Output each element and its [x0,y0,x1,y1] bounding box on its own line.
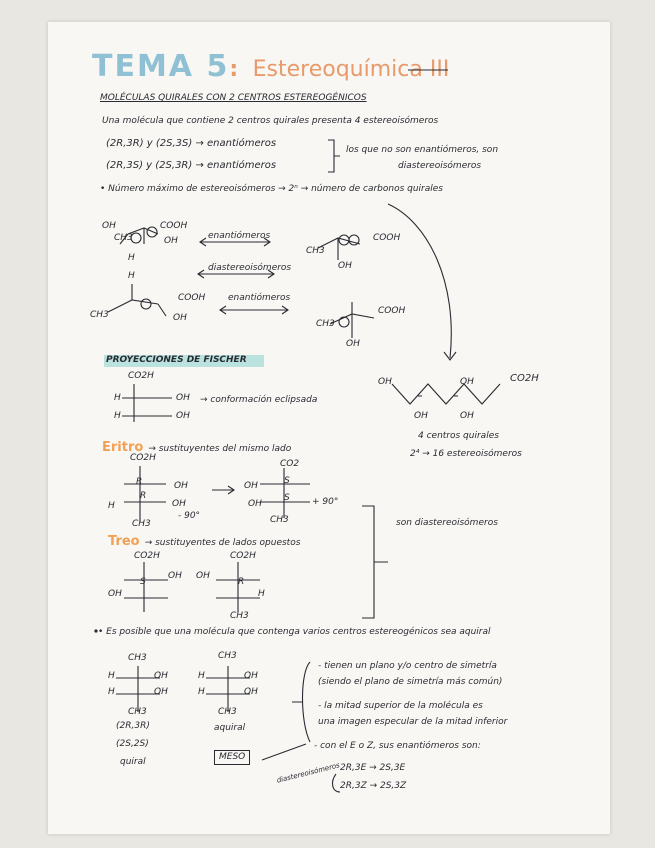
mol4-oh: OH [346,339,360,349]
meso-oh-3: OH [244,671,258,681]
meso-point-2a: - la mitad superior de la molécula es [318,701,483,711]
eritro-label: Eritro → sustituyentes del mismo lado [102,440,292,455]
mol1-oh-2: OH [164,236,178,246]
fischer-co2h: CO2H [128,371,154,381]
meso-diast-side: diastereoisómeros [275,761,341,785]
meso-point-3: - con el E o Z, sus enantiómeros son: [314,741,481,751]
treo-ch3: CH3 [230,611,249,621]
fischer-oh-2: OH [176,411,190,421]
fischer-heading: PROYECCIONES DE FISCHER [106,355,247,365]
mol3-cooh: COOH [178,293,206,303]
mol3-h: H [128,271,135,281]
chain-oh-top: OH [378,377,392,387]
eritro-rot: + 90° [312,497,339,507]
eritro-oh-left: OH [244,481,258,491]
mol2-ch3: CH3 [306,246,325,256]
meso-ch3-3: CH3 [128,707,147,717]
label-diastereoisomers: diastereoisómeros [208,263,292,273]
eritro-rot-neg: - 90° [178,511,201,521]
pair-2: (2R,3S) y (2S,3R) → enantiómeros [106,160,277,171]
eritro-s2: S [284,493,290,503]
mol1-ch3: CH3 [114,233,133,243]
meso-config-1: (2R,3R) [116,721,150,731]
eritro-ch3-2: CH3 [270,515,289,525]
max-stereoisomers: • Número máximo de estereoisómeros → 2ⁿ → número de carbonos quirales [100,184,443,194]
label-enantiomers-1: enantiómeros [208,231,271,241]
meso-ch3-1: CH3 [128,653,147,663]
chain-oh-bottom: OH [414,411,428,421]
fischer-h-2: H [114,411,121,421]
meso-box: MESO [214,750,250,765]
treo-h: H [258,589,265,599]
meso-point-2b: una imagen especular de la mitad inferior [318,717,508,727]
eritro-co2: CO2 [280,459,300,469]
eritro-r1: R [136,477,143,487]
meso-line-b: 2R,3Z → 2S,3Z [340,781,407,791]
treo-r: R [238,577,245,587]
notebook-page [48,22,610,834]
treo-oh: OH [168,571,182,581]
treo-s: S [140,577,146,587]
bracket-label: son diastereoisómeros [396,518,498,528]
eritro-r2: R [140,491,147,501]
meso-intro: • Es posible que una molécula que contenga varios centros estereogénicos sea aquiral [98,627,491,637]
mol1-cooh: COOH [160,221,188,231]
estereoisomeros-count: 2⁴ → 16 estereoisómeros [410,449,522,459]
chemistry-sketches [48,22,610,834]
fischer-oh-1: OH [176,393,190,403]
treo-label: Treo → sustituyentes de lados opuestos [108,534,301,549]
intro-text: Una molécula que contiene 2 centros quirales presenta 4 estereoisómeros [102,116,439,126]
meso-h-1: H [108,671,115,681]
treo-oh-3: OH [196,571,210,581]
mol1-h: H [128,253,135,263]
meso-h-2: H [108,687,115,697]
mol3-oh: OH [173,313,187,323]
meso-point-1a: - tienen un plano y/o centro de simetría [318,661,497,671]
pair-1: (2R,3R) y (2S,3S) → enantiómeros [106,138,277,149]
eritro-s1: S [284,476,290,486]
chain-oh-bottom-2: OH [460,411,474,421]
eritro-oh: OH [174,481,188,491]
eritro-ch3: CH3 [132,519,151,529]
meso-quiral: quiral [120,757,146,767]
meso-ch3-4: CH3 [218,707,237,717]
treo-co2h-2: CO2H [230,551,256,561]
page-title: TEMA 5: Estereoquímica III [92,49,450,84]
meso-oh-1: OH [154,671,168,681]
meso-oh-4: OH [244,687,258,697]
mol4-cooh: COOH [378,306,406,316]
mol2-oh: OH [338,261,352,271]
mol2-cooh: COOH [373,233,401,243]
section-heading-chiral: MOLÉCULAS QUIRALES CON 2 CENTROS ESTEREOGÉNICOS [100,93,367,103]
centros-quirales: 4 centros quirales [418,431,499,441]
eritro-h: H [108,501,115,511]
chain-oh-top-2: OH [460,377,474,387]
eritro-oh-2: OH [172,499,186,509]
chain-co2h: CO2H [510,373,539,384]
mol1-oh: OH [102,221,116,231]
meso-h-4: H [198,687,205,697]
treo-co2h: CO2H [134,551,160,561]
conformation-note: → conformación eclipsada [200,395,318,405]
mol4-ch3: CH3 [316,319,335,329]
meso-point-1b: (siendo el plano de simetría más común) [318,677,503,687]
label-enantiomers-2: enantiómeros [228,293,291,303]
meso-h-3: H [198,671,205,681]
meso-aquiral: aquiral [214,723,246,733]
mol3-ch3: CH3 [90,310,109,320]
meso-config-2: (2S,2S) [116,739,149,749]
meso-ch3-2: CH3 [218,651,237,661]
note-line-1: los que no son enantiómeros, son [346,145,499,155]
eritro-oh-left-2: OH [248,499,262,509]
fischer-h-1: H [114,393,121,403]
note-line-2: diastereoisómeros [398,161,482,171]
meso-oh-2: OH [154,687,168,697]
treo-oh-2: OH [108,589,122,599]
eritro-co2h: CO2H [130,453,156,463]
meso-line-a: 2R,3E → 2S,3E [340,763,406,773]
